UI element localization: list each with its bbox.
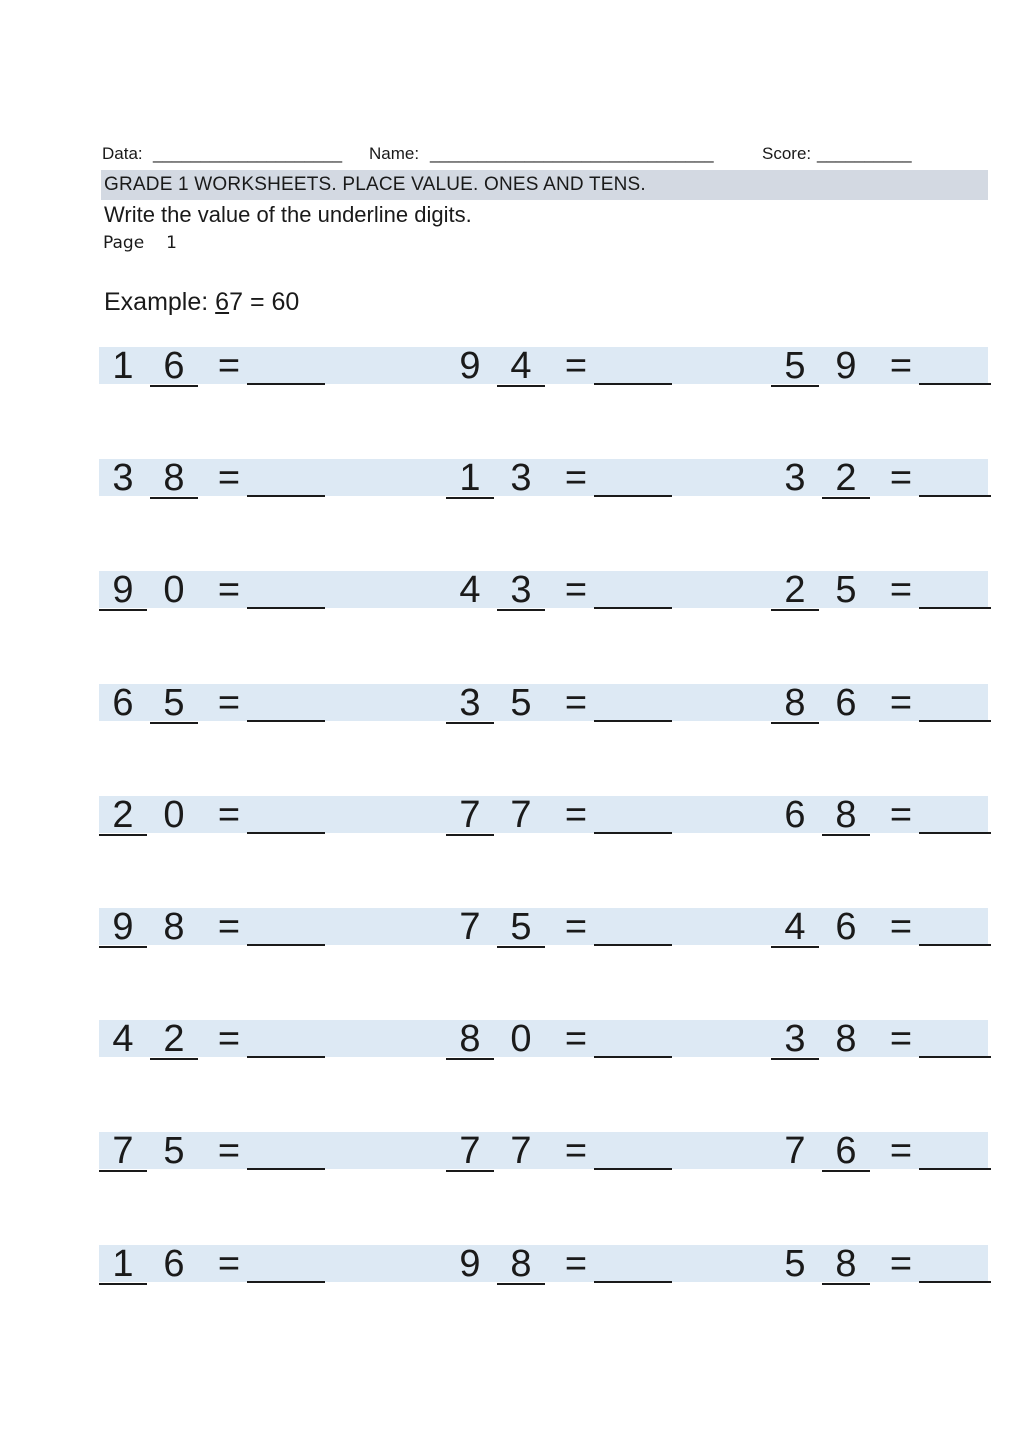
equals-sign: = bbox=[564, 682, 588, 724]
answer-blank[interactable] bbox=[247, 1281, 325, 1283]
ones-digit: 0 bbox=[163, 569, 185, 611]
tens-digit: 7 bbox=[446, 1128, 494, 1172]
equals-sign: = bbox=[564, 1018, 588, 1060]
tens-digit: 4 bbox=[771, 904, 819, 948]
tens-digit: 7 bbox=[784, 1130, 806, 1172]
problem bbox=[99, 455, 339, 501]
example-answer: = 60 bbox=[249, 288, 300, 316]
ones-digit: 6 bbox=[835, 906, 857, 948]
problem bbox=[446, 567, 686, 613]
problem bbox=[446, 1241, 686, 1287]
ones-digit: 5 bbox=[510, 682, 532, 724]
tens-digit: 5 bbox=[771, 343, 819, 387]
answer-blank[interactable] bbox=[919, 1168, 991, 1170]
answer-blank[interactable] bbox=[247, 944, 325, 946]
equals-sign: = bbox=[564, 569, 588, 611]
equals-sign: = bbox=[889, 1130, 913, 1172]
title-band bbox=[101, 170, 988, 200]
equals-sign: = bbox=[564, 1243, 588, 1285]
answer-blank[interactable] bbox=[247, 383, 325, 385]
example-tens-digit: 6 bbox=[215, 288, 230, 316]
tens-digit: 4 bbox=[112, 1018, 134, 1060]
problem bbox=[99, 680, 339, 726]
answer-blank[interactable] bbox=[594, 832, 672, 834]
score-label: Score: bbox=[762, 144, 812, 163]
equals-sign: = bbox=[564, 345, 588, 387]
equals-sign: = bbox=[889, 906, 913, 948]
tens-digit: 3 bbox=[446, 680, 494, 724]
ones-digit: 8 bbox=[150, 455, 198, 499]
ones-digit: 9 bbox=[835, 345, 857, 387]
tens-digit: 3 bbox=[771, 1016, 819, 1060]
problem bbox=[771, 680, 1011, 726]
date-label: Data: bbox=[102, 144, 143, 163]
answer-blank[interactable] bbox=[594, 720, 672, 722]
answer-blank[interactable] bbox=[594, 1281, 672, 1283]
problem bbox=[446, 1128, 686, 1174]
equals-sign: = bbox=[217, 569, 241, 611]
ones-digit: 6 bbox=[822, 1128, 870, 1172]
tens-digit: 3 bbox=[784, 457, 806, 499]
page-number: 1 bbox=[166, 233, 177, 253]
tens-digit: 9 bbox=[459, 1243, 481, 1285]
tens-digit: 5 bbox=[784, 1243, 806, 1285]
equals-sign: = bbox=[889, 569, 913, 611]
answer-blank[interactable] bbox=[247, 1056, 325, 1058]
answer-blank[interactable] bbox=[594, 383, 672, 385]
equals-sign: = bbox=[217, 1243, 241, 1285]
tens-digit: 7 bbox=[459, 906, 481, 948]
problem bbox=[99, 904, 339, 950]
equals-sign: = bbox=[889, 345, 913, 387]
answer-blank[interactable] bbox=[247, 1168, 325, 1170]
problem bbox=[771, 1016, 1011, 1062]
tens-digit: 9 bbox=[99, 904, 147, 948]
ones-digit: 2 bbox=[150, 1016, 198, 1060]
problem bbox=[446, 455, 686, 501]
tens-digit: 9 bbox=[459, 345, 481, 387]
problem bbox=[446, 680, 686, 726]
problem bbox=[771, 1128, 1011, 1174]
tens-digit: 1 bbox=[99, 1241, 147, 1285]
equals-sign: = bbox=[564, 1130, 588, 1172]
equals-sign: = bbox=[889, 682, 913, 724]
ones-digit: 7 bbox=[510, 794, 532, 836]
ones-digit: 8 bbox=[822, 792, 870, 836]
problem bbox=[99, 343, 339, 389]
problem bbox=[771, 1241, 1011, 1287]
answer-blank[interactable] bbox=[919, 944, 991, 946]
equals-sign: = bbox=[889, 1018, 913, 1060]
ones-digit: 7 bbox=[510, 1130, 532, 1172]
example-ones-digit: 7 bbox=[229, 288, 243, 316]
answer-blank[interactable] bbox=[247, 607, 325, 609]
equals-sign: = bbox=[217, 345, 241, 387]
ones-digit: 2 bbox=[822, 455, 870, 499]
name-field[interactable]: ______________________________ bbox=[430, 144, 714, 163]
answer-blank[interactable] bbox=[247, 720, 325, 722]
header-fields bbox=[102, 144, 987, 168]
problem bbox=[99, 1241, 339, 1287]
ones-digit: 4 bbox=[497, 343, 545, 387]
tens-digit: 6 bbox=[112, 682, 134, 724]
answer-blank[interactable] bbox=[919, 720, 991, 722]
ones-digit: 6 bbox=[150, 343, 198, 387]
ones-digit: 6 bbox=[835, 682, 857, 724]
tens-digit: 1 bbox=[446, 455, 494, 499]
problem bbox=[446, 904, 686, 950]
ones-digit: 5 bbox=[163, 1130, 185, 1172]
answer-blank[interactable] bbox=[594, 607, 672, 609]
answer-blank[interactable] bbox=[594, 944, 672, 946]
equals-sign: = bbox=[889, 794, 913, 836]
ones-digit: 0 bbox=[163, 794, 185, 836]
problem bbox=[771, 792, 1011, 838]
answer-blank[interactable] bbox=[919, 383, 991, 385]
answer-blank[interactable] bbox=[919, 1281, 991, 1283]
equals-sign: = bbox=[217, 682, 241, 724]
ones-digit: 5 bbox=[835, 569, 857, 611]
ones-digit: 5 bbox=[150, 680, 198, 724]
problem bbox=[99, 1016, 339, 1062]
problem bbox=[771, 567, 1011, 613]
ones-digit: 3 bbox=[510, 457, 532, 499]
tens-digit: 1 bbox=[112, 345, 134, 387]
instruction-text: Write the value of the underline digits. bbox=[104, 202, 472, 227]
equals-sign: = bbox=[564, 906, 588, 948]
tens-digit: 7 bbox=[446, 792, 494, 836]
score-field[interactable]: __________ bbox=[817, 144, 912, 163]
page-label: Page bbox=[103, 233, 145, 253]
ones-digit: 3 bbox=[497, 567, 545, 611]
problem bbox=[99, 1128, 339, 1174]
name-label: Name: bbox=[369, 144, 420, 163]
ones-digit: 0 bbox=[510, 1018, 532, 1060]
problem bbox=[446, 1016, 686, 1062]
tens-digit: 4 bbox=[459, 569, 481, 611]
equals-sign: = bbox=[217, 794, 241, 836]
answer-blank[interactable] bbox=[919, 607, 991, 609]
ones-digit: 8 bbox=[822, 1241, 870, 1285]
date-field[interactable]: ____________________ bbox=[153, 144, 343, 163]
tens-digit: 2 bbox=[99, 792, 147, 836]
equals-sign: = bbox=[217, 457, 241, 499]
tens-digit: 2 bbox=[771, 567, 819, 611]
equals-sign: = bbox=[564, 794, 588, 836]
worksheet-title: GRADE 1 WORKSHEETS. PLACE VALUE. ONES AND TENS. bbox=[104, 174, 646, 195]
answer-blank[interactable] bbox=[594, 1056, 672, 1058]
answer-blank[interactable] bbox=[247, 832, 325, 834]
tens-digit: 3 bbox=[112, 457, 134, 499]
problem bbox=[771, 455, 1011, 501]
answer-blank[interactable] bbox=[919, 1056, 991, 1058]
problem bbox=[446, 343, 686, 389]
page-indicator bbox=[103, 233, 177, 253]
answer-blank[interactable] bbox=[594, 495, 672, 497]
ones-digit: 8 bbox=[497, 1241, 545, 1285]
ones-digit: 8 bbox=[835, 1018, 857, 1060]
example bbox=[104, 288, 299, 317]
problem bbox=[771, 904, 1011, 950]
ones-digit: 8 bbox=[163, 906, 185, 948]
equals-sign: = bbox=[217, 1018, 241, 1060]
tens-digit: 9 bbox=[99, 567, 147, 611]
problem bbox=[99, 792, 339, 838]
equals-sign: = bbox=[217, 906, 241, 948]
example-label: Example: bbox=[104, 288, 209, 316]
equals-sign: = bbox=[889, 1243, 913, 1285]
equals-sign: = bbox=[564, 457, 588, 499]
tens-digit: 8 bbox=[771, 680, 819, 724]
answer-blank[interactable] bbox=[594, 1168, 672, 1170]
answer-blank[interactable] bbox=[919, 495, 991, 497]
answer-blank[interactable] bbox=[247, 495, 325, 497]
problem bbox=[99, 567, 339, 613]
answer-blank[interactable] bbox=[919, 832, 991, 834]
equals-sign: = bbox=[217, 1130, 241, 1172]
problem bbox=[446, 792, 686, 838]
ones-digit: 5 bbox=[497, 904, 545, 948]
tens-digit: 8 bbox=[446, 1016, 494, 1060]
ones-digit: 6 bbox=[163, 1243, 185, 1285]
problem bbox=[771, 343, 1011, 389]
equals-sign: = bbox=[889, 457, 913, 499]
tens-digit: 7 bbox=[99, 1128, 147, 1172]
tens-digit: 6 bbox=[784, 794, 806, 836]
